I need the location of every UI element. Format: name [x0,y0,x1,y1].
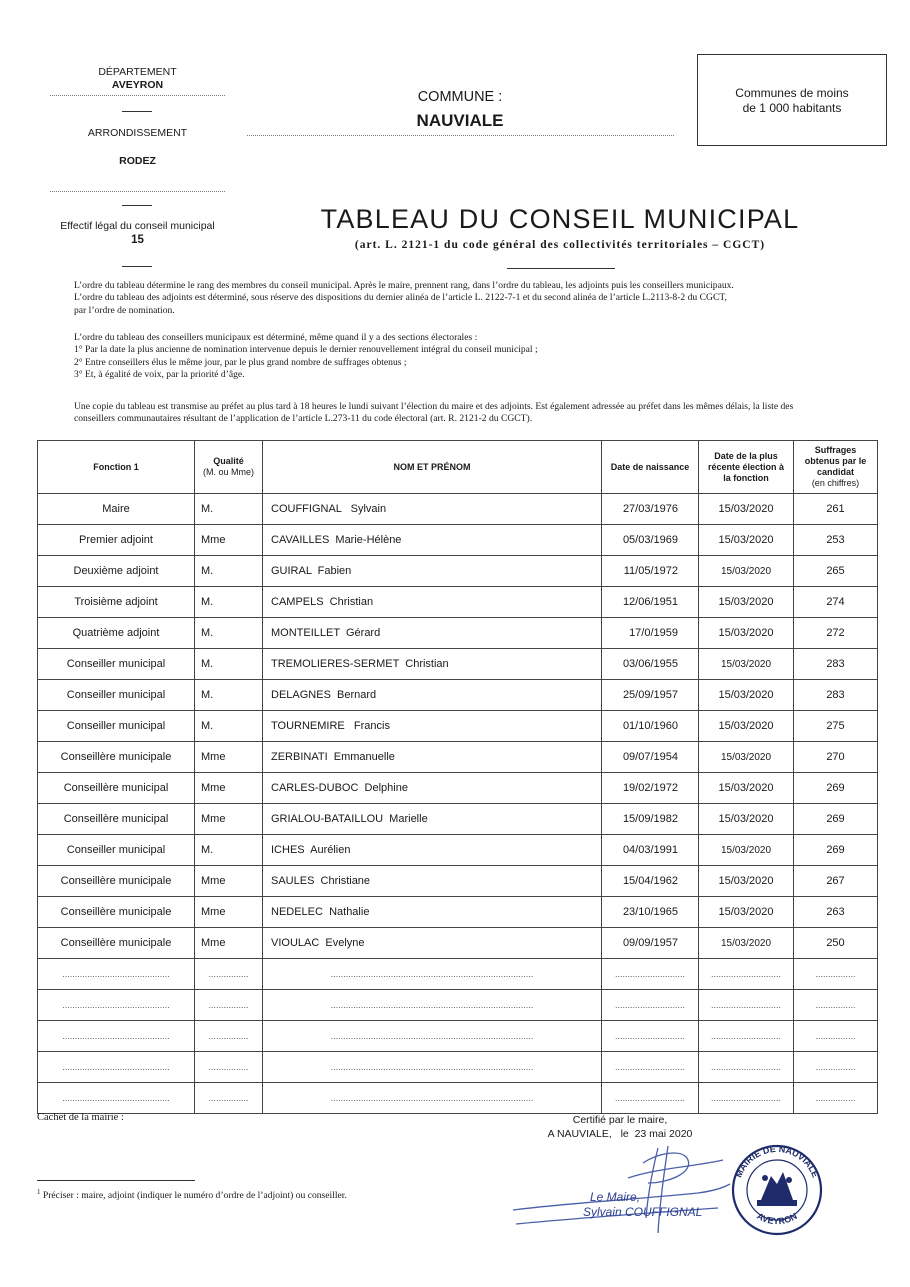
arrondissement-dotted-line [50,191,225,192]
commune-name: NAUVIALE [416,111,504,130]
cell-qualite: M. [195,494,263,525]
cell-suffrages: 269 [794,804,878,835]
cell-fonction: Conseillère municipale [38,742,195,773]
cell-nom: MONTEILLET Gérard [263,618,602,649]
intro-line: conseillers communautaires résultant de l’application de l’article L.273-11 du code électoral (art. R. 2121-2 du CGCT). [74,413,533,425]
page-title: TABLEAU DU CONSEIL MUNICIPAL [320,204,800,234]
blank-cell: ................ [794,1052,878,1083]
blank-cell: ................ [794,990,878,1021]
cell-qualite: Mme [195,866,263,897]
effectif-label: Effectif légal du conseil municipal [60,220,215,232]
header-fonction: Fonction 1 [38,441,195,494]
cell-election: 15/03/2020 [699,680,794,711]
intro-line: L’ordre du tableau détermine le rang des membres du conseil municipal. Après le maire, prennent rang, dans l’ordre du tableau, les adjoints puis les conseillers municipaux. [74,280,734,291]
cell-election: 15/03/2020 [699,928,794,959]
cell-qualite: M. [195,618,263,649]
cell-nom: CARLES-DUBOC Delphine [263,773,602,804]
blank-cell: ........................................... [38,1021,195,1052]
cell-fonction: Conseillère municipale [38,928,195,959]
cell-qualite: M. [195,711,263,742]
blank-cell: ............................ [699,990,794,1021]
table-row [38,525,878,556]
table-row [38,587,878,618]
cell-election: 15/03/2020 [699,556,794,587]
intro-paragraph-2 [74,332,874,381]
cell-fonction: Troisième adjoint [38,587,195,618]
cell-suffrages: 283 [794,680,878,711]
cell-nom: CAMPELS Christian [263,587,602,618]
blank-cell: ........................................... [38,1052,195,1083]
blank-cell: ............................ [699,1083,794,1114]
cell-naissance: 09/09/1957 [602,928,699,959]
blank-cell: ............................ [602,959,699,990]
cell-election: 15/03/2020 [699,587,794,618]
blank-cell: ............................ [602,1021,699,1052]
signature-role: Le Maire, [590,1190,641,1204]
title-underline [507,268,615,269]
place-date-line: A NAUVIALE, le 23 mai 2020 [547,1128,693,1140]
cell-election: 15/03/2020 [699,742,794,773]
blank-cell: ................ [195,1021,263,1052]
cell-qualite: Mme [195,897,263,928]
cell-naissance: 05/03/1969 [602,525,699,556]
blank-cell: ........................................... [38,1083,195,1114]
cell-qualite: M. [195,835,263,866]
box-line-2: de 1 000 habitants [742,101,842,115]
cell-suffrages: 269 [794,773,878,804]
table-row [38,494,878,525]
cell-nom: NEDELEC Nathalie [263,897,602,928]
header-election: Date de la plus récente élection à la fonction [699,441,794,494]
cell-election: 15/03/2020 [699,897,794,928]
cell-suffrages: 269 [794,835,878,866]
cell-nom: ICHES Aurélien [263,835,602,866]
cell-qualite: Mme [195,773,263,804]
cell-qualite: M. [195,556,263,587]
empty-row [38,990,878,1021]
cell-naissance: 15/09/1982 [602,804,699,835]
cell-naissance: 11/05/1972 [602,556,699,587]
cell-suffrages: 261 [794,494,878,525]
footnote-mark: 1 [37,1188,41,1196]
cell-nom: DELAGNES Bernard [263,680,602,711]
cell-fonction: Conseillère municipale [38,866,195,897]
cell-qualite: M. [195,587,263,618]
table-row [38,897,878,928]
table-row [38,928,878,959]
table-row [38,866,878,897]
cell-qualite: M. [195,680,263,711]
cell-suffrages: 283 [794,649,878,680]
blank-cell: ................ [794,959,878,990]
cell-suffrages: 265 [794,556,878,587]
cell-suffrages: 274 [794,587,878,618]
departement-label: DÉPARTEMENT [98,66,177,78]
table-header-row [38,441,878,494]
cell-qualite: Mme [195,928,263,959]
cell-election: 15/03/2020 [699,494,794,525]
blank-cell: ............................ [602,1083,699,1114]
cell-nom: TREMOLIERES-SERMET Christian [263,649,602,680]
arrondissement-value: RODEZ [119,155,156,167]
cell-naissance: 12/06/1951 [602,587,699,618]
cell-suffrages: 250 [794,928,878,959]
commune-dotted-line [247,135,674,136]
blank-cell: ................................................................................. [263,1083,602,1114]
mairie-stamp [727,1138,827,1248]
cell-naissance: 19/02/1972 [602,773,699,804]
table-body [38,494,878,1114]
intro-paragraph-3 [74,401,874,426]
blank-cell: ................ [794,1021,878,1052]
blank-cell: ............................ [699,1021,794,1052]
cell-nom: COUFFIGNAL Sylvain [263,494,602,525]
blank-cell: ................................................................................. [263,1052,602,1083]
empty-row [38,1052,878,1083]
intro-paragraph-1 [74,280,874,317]
cachet-label: Cachet de la mairie : [37,1112,124,1123]
blank-cell: ................ [794,1083,878,1114]
cell-fonction: Deuxième adjoint [38,556,195,587]
svg-text:MAIRIE DE NAUVIALE [733,1144,820,1179]
cell-naissance: 27/03/1976 [602,494,699,525]
cell-fonction: Conseillère municipale [38,897,195,928]
departement-dotted-line [50,95,225,96]
table-row [38,556,878,587]
cell-nom: CAVAILLES Marie-Hélène [263,525,602,556]
table-row [38,804,878,835]
cell-nom: VIOULAC Evelyne [263,928,602,959]
cell-election: 15/03/2020 [699,773,794,804]
cell-suffrages: 272 [794,618,878,649]
cell-fonction: Maire [38,494,195,525]
separator-dash [122,205,152,206]
cell-naissance: 03/06/1955 [602,649,699,680]
council-table [37,440,878,1114]
separator-dash [122,111,152,112]
cell-suffrages: 253 [794,525,878,556]
effectif-value: 15 [131,234,144,246]
cell-qualite: Mme [195,742,263,773]
cell-nom: TOURNEMIRE Francis [263,711,602,742]
cell-fonction: Quatrième adjoint [38,618,195,649]
cell-fonction: Conseillère municipal [38,804,195,835]
stamp-top-text: MAIRIE DE NAUVIALE [733,1143,821,1179]
blank-cell: ................................................................................. [263,990,602,1021]
header-nom: NOM ET PRÉNOM [263,441,602,494]
blank-cell: ........................................... [38,990,195,1021]
cell-election: 15/03/2020 [699,525,794,556]
blank-cell: ................ [195,1052,263,1083]
cell-suffrages: 275 [794,711,878,742]
cell-election: 15/03/2020 [699,649,794,680]
table-row [38,773,878,804]
intro-line: Une copie du tableau est transmise au préfet au plus tard à 18 heures le lundi suivant l’élection du maire et des adjoints. Est également adressée au préfet dans les mêmes délais, la liste des [74,401,794,412]
empty-row [38,1083,878,1114]
cell-election: 15/03/2020 [699,804,794,835]
cell-election: 15/03/2020 [699,711,794,742]
table-row [38,742,878,773]
blank-cell: ................ [195,990,263,1021]
box-line-1: Communes de moins [735,86,849,100]
cell-suffrages: 270 [794,742,878,773]
cell-naissance: 15/04/1962 [602,866,699,897]
blank-cell: ............................ [699,1052,794,1083]
cell-fonction: Premier adjoint [38,525,195,556]
stamp-bottom-text: AVEYRON [755,1210,799,1227]
cell-naissance: 04/03/1991 [602,835,699,866]
intro-line: 2° Entre conseillers élus le même jour, par le plus grand nombre de suffrages obtenus ; [74,356,407,368]
header-naissance: Date de naissance [602,441,699,494]
cell-nom: GUIRAL Fabien [263,556,602,587]
empty-row [38,959,878,990]
certified-line: Certifié par le maire, [572,1114,668,1126]
cell-fonction: Conseiller municipal [38,835,195,866]
cell-fonction: Conseiller municipal [38,711,195,742]
departement-value: AVEYRON [111,79,164,91]
cell-qualite: Mme [195,525,263,556]
table-row [38,649,878,680]
cell-naissance: 23/10/1965 [602,897,699,928]
signature-scribble [508,1138,738,1248]
population-category-box [697,54,887,146]
cell-fonction: Conseillère municipal [38,773,195,804]
blank-cell: ............................ [602,1052,699,1083]
blank-cell: ................ [195,959,263,990]
page-subtitle: (art. L. 2121-1 du code général des collectivités territoriales – CGCT) [354,239,766,251]
table-row [38,835,878,866]
empty-row [38,1021,878,1052]
cell-fonction: Conseiller municipal [38,649,195,680]
intro-line: par l’ordre de nomination. [74,304,175,316]
table-row [38,680,878,711]
footnote-text: Préciser : maire, adjoint (indiquer le numéro d’ordre de l’adjoint) ou conseiller. [40,1190,347,1202]
cell-naissance: 17/0/1959 [602,618,699,649]
blank-cell: ............................ [699,959,794,990]
cell-election: 15/03/2020 [699,866,794,897]
svg-text:AVEYRON [755,1211,798,1226]
cell-naissance: 01/10/1960 [602,711,699,742]
arrondissement-label: ARRONDISSEMENT [87,127,188,139]
blank-cell: ........................................... [38,959,195,990]
cell-nom: ZERBINATI Emmanuelle [263,742,602,773]
cell-naissance: 09/07/1954 [602,742,699,773]
cell-election: 15/03/2020 [699,618,794,649]
intro-line: L’ordre du tableau des adjoints est déterminé, sous réserve des dispositions du dernier alinéa de l’article L. 2122-7-1 et du second alinéa de l’article L.2113-8-2 du CGCT, [74,292,727,304]
cell-nom: GRIALOU-BATAILLOU Marielle [263,804,602,835]
table-row [38,618,878,649]
cell-election: 15/03/2020 [699,835,794,866]
intro-line: L’ordre du tableau des conseillers municipaux est déterminé, même quand il y a des sections électorales : [74,332,478,343]
cell-nom: SAULES Christiane [263,866,602,897]
cell-suffrages: 267 [794,866,878,897]
blank-cell: ................................................................................. [263,1021,602,1052]
cell-naissance: 25/09/1957 [602,680,699,711]
cell-qualite: M. [195,649,263,680]
header-qualite: Qualité (M. ou Mme) [195,441,263,494]
blank-cell: ................................................................................. [263,959,602,990]
commune-label: COMMUNE : [417,89,503,105]
blank-cell: ............................ [602,990,699,1021]
header-suffrages: Suffrages obtenus par le candidat (en chiffres) [794,441,878,494]
intro-line: 3° Et, à égalité de voix, par la priorité d’âge. [74,368,245,380]
blank-cell: ................ [195,1083,263,1114]
cell-qualite: Mme [195,804,263,835]
intro-line: 1° Par la date la plus ancienne de nomination intervenue depuis le dernier renouvellement intégral du conseil municipal ; [74,344,538,356]
footnote-rule [37,1180,195,1181]
footnote [37,1188,347,1201]
table-row [38,711,878,742]
cell-suffrages: 263 [794,897,878,928]
cell-fonction: Conseiller municipal [38,680,195,711]
signature-name: Sylvain COUFFIGNAL [583,1205,703,1219]
separator-dash [122,266,152,267]
